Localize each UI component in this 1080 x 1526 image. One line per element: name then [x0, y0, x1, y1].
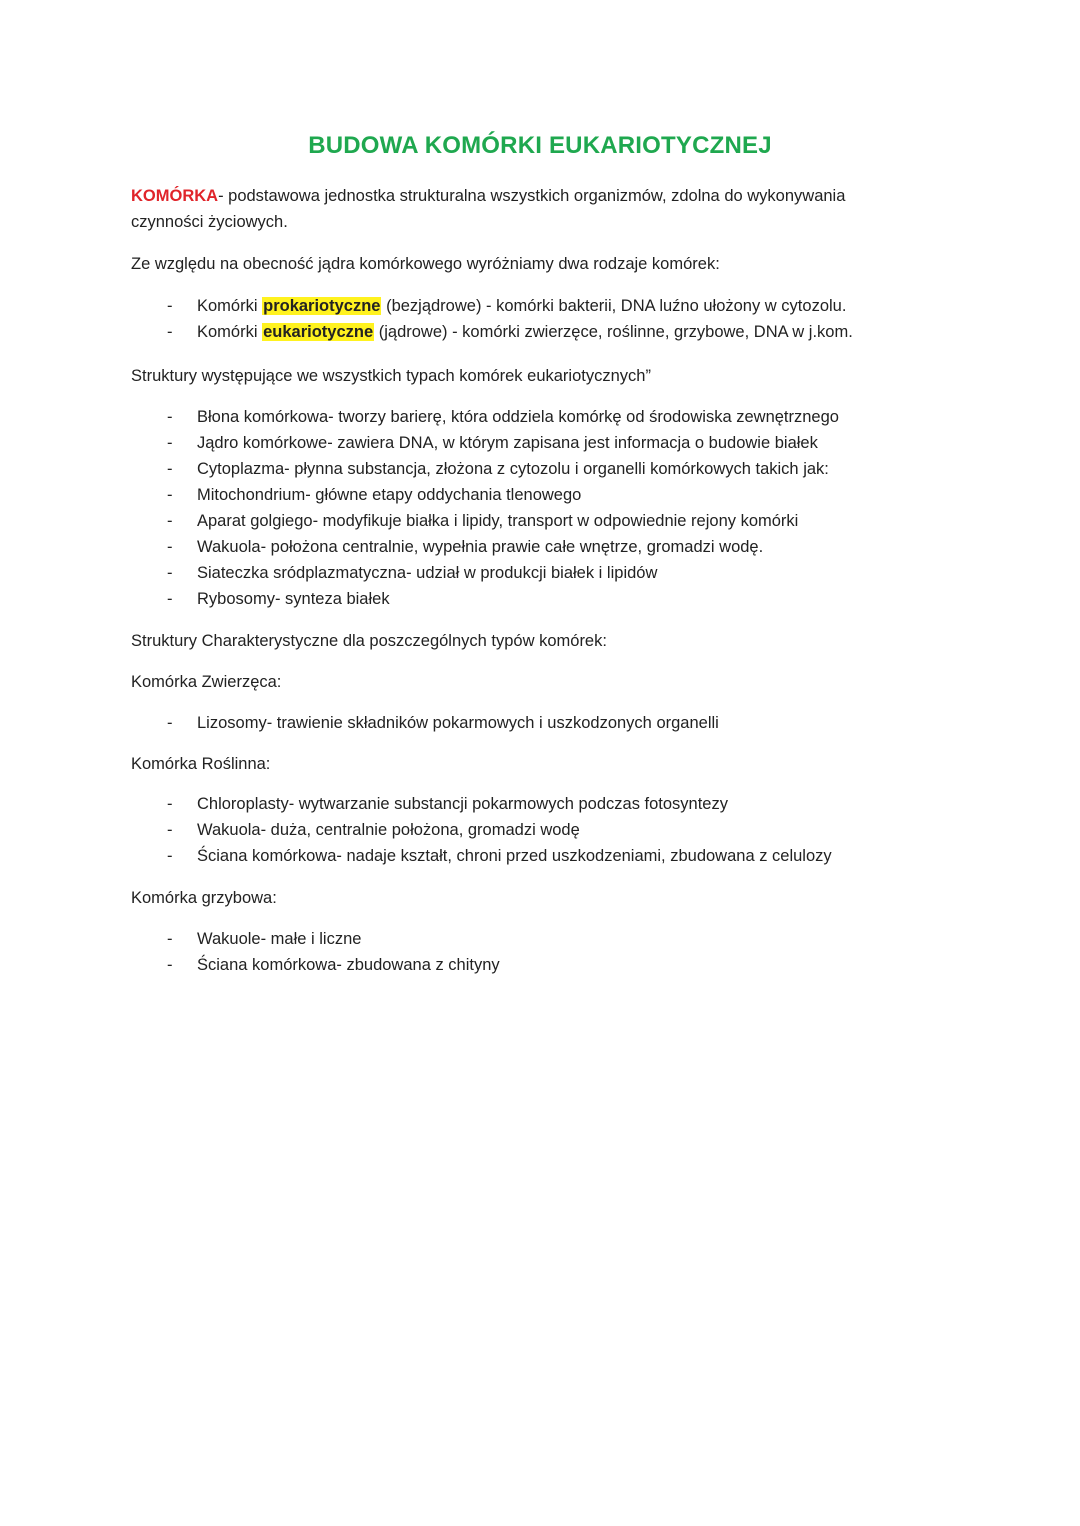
plant-cell-list: [131, 791, 951, 869]
list-item: [131, 817, 951, 843]
bullet-dash: -: [167, 434, 173, 452]
bullet-dash: -: [167, 486, 173, 504]
list-item-text: Cytoplazma- płynna substancja, złożona z cytozolu i organelli komórkowych takich jak:: [197, 460, 829, 478]
fungus-cell-heading: Komórka grzybowa:: [131, 889, 277, 907]
list-item: [131, 430, 951, 456]
bullet-dash: -: [167, 795, 173, 813]
document-title: BUDOWA KOMÓRKI EUKARIOTYCZNEJ: [308, 132, 772, 159]
definition-text-line1: - podstawowa jednostka strukturalna wszystkich organizmów, zdolna do wykonywania: [218, 187, 846, 205]
bullet-dash: -: [167, 956, 173, 974]
list-item-text: Chloroplasty- wytwarzanie substancji pokarmowych podczas fotosyntezy: [197, 795, 728, 813]
list-item: [131, 710, 951, 736]
list-item-text: Wakuole- małe i liczne: [197, 930, 362, 948]
list-item-text: Mitochondrium- główne etapy oddychania tlenowego: [197, 486, 582, 504]
list-item-text: Rybosomy- synteza białek: [197, 590, 390, 608]
bullet-dash: -: [167, 408, 173, 426]
plant-cell-heading: Komórka Roślinna:: [131, 755, 271, 773]
list-item-text: Ściana komórkowa- zbudowana z chityny: [197, 956, 500, 974]
list-item-text: Siateczka sródplazmatyczna- udział w produkcji białek i lipidów: [197, 564, 658, 582]
list-item: [131, 508, 951, 534]
list-item: [131, 926, 951, 952]
bullet-dash: -: [167, 297, 173, 315]
list-item-suffix: (jądrowe) - komórki zwierzęce, roślinne, grzybowe, DNA w j.kom.: [374, 323, 853, 341]
list-item: [131, 534, 951, 560]
bullet-dash: -: [167, 538, 173, 556]
cell-types-list: [131, 293, 951, 345]
list-item-prefix: Komórki: [197, 323, 263, 341]
list-item-text: Błona komórkowa- tworzy barierę, która oddziela komórkę od środowiska zewnętrznego: [197, 408, 839, 426]
bullet-dash: -: [167, 512, 173, 530]
list-item-text: Aparat golgiego- modyfikuje białka i lipidy, transport w odpowiednie rejony komórki: [197, 512, 799, 530]
definition-paragraph: [131, 183, 931, 235]
bullet-dash: -: [167, 564, 173, 582]
intro-paragraph: Ze względu na obecność jądra komórkowego wyróżniamy dwa rodzaje komórek:: [131, 255, 720, 273]
list-item-text: Ściana komórkowa- nadaje kształt, chroni przed uszkodzeniami, zbudowana z celulozy: [197, 847, 832, 865]
bullet-dash: -: [167, 323, 173, 341]
list-item-text: Wakuola- położona centralnie, wypełnia prawie całe wnętrze, gromadzi wodę.: [197, 538, 764, 556]
list-item-text: Jądro komórkowe- zawiera DNA, w którym zapisana jest informacja o budowie białek: [197, 434, 818, 452]
animal-cell-list: [131, 710, 951, 736]
list-item: [131, 482, 951, 508]
list-item-prefix: Komórki: [197, 297, 263, 315]
common-structures-heading: Struktury występujące we wszystkich typach komórek eukariotycznych”: [131, 367, 651, 385]
list-item-suffix: (bezjądrowe) - komórki bakterii, DNA luźno ułożony w cytozolu.: [381, 297, 847, 315]
common-structures-list: [131, 404, 951, 612]
bullet-dash: -: [167, 590, 173, 608]
bullet-dash: -: [167, 460, 173, 478]
list-item: [131, 586, 951, 612]
list-item: [131, 456, 951, 482]
bullet-dash: -: [167, 930, 173, 948]
bullet-dash: -: [167, 714, 173, 732]
definition-term: KOMÓRKA: [131, 187, 219, 205]
highlighted-term: prokariotyczne: [263, 297, 381, 315]
list-item: [131, 843, 951, 869]
bullet-dash: -: [167, 847, 173, 865]
list-item: [131, 319, 951, 345]
list-item: [131, 791, 951, 817]
list-item: [131, 952, 951, 978]
bullet-dash: -: [167, 821, 173, 839]
animal-cell-heading: Komórka Zwierzęca:: [131, 673, 282, 691]
list-item-text: Wakuola- duża, centralnie położona, gromadzi wodę: [197, 821, 580, 839]
fungus-cell-list: [131, 926, 951, 978]
list-item-text: Lizosomy- trawienie składników pokarmowych i uszkodzonych organelli: [197, 714, 719, 732]
definition-text-line2: czynności życiowych.: [131, 213, 288, 231]
list-item: [131, 560, 951, 586]
highlighted-term: eukariotyczne: [263, 323, 374, 341]
list-item: [131, 293, 951, 319]
specific-structures-heading: Struktury Charakterystyczne dla poszczególnych typów komórek:: [131, 632, 607, 650]
list-item: [131, 404, 951, 430]
